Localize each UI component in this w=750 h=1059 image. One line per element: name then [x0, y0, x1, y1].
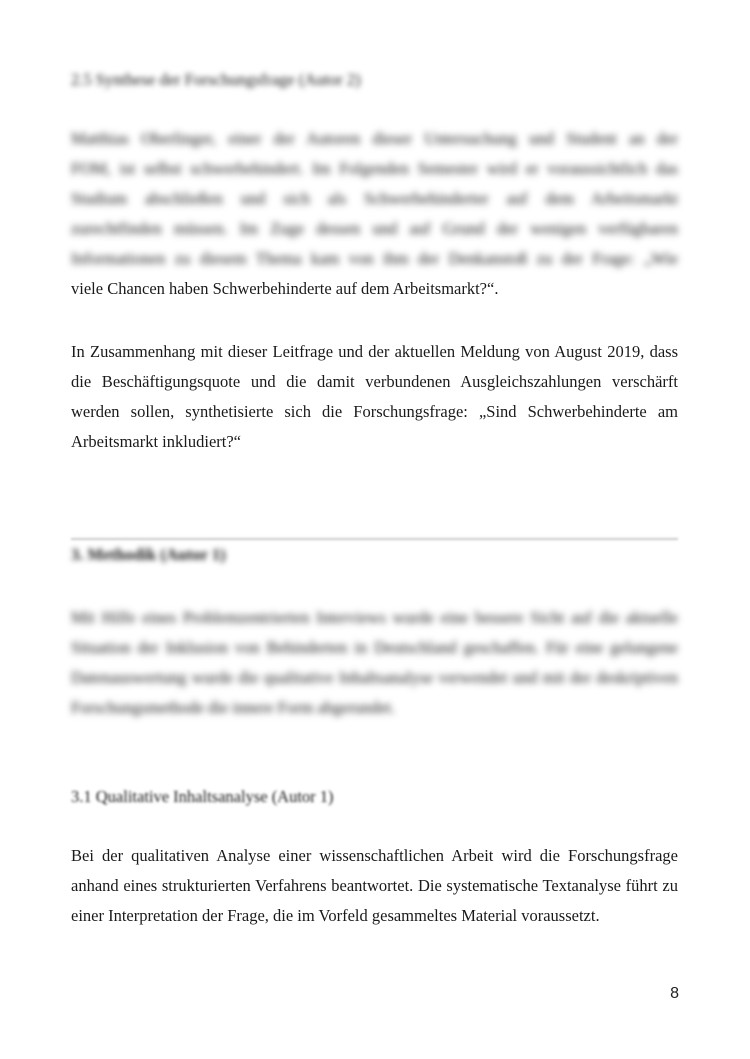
text-line: zurechtfinden müssen. Im Zuge dessen und auf Grund der wenigen verfügbaren — [71, 219, 678, 238]
text-line: Matthias Oberlinger, einer der Autoren dieser Untersuchung und Student an der — [71, 129, 678, 148]
text-line: FOM, ist selbst schwerbehindert. Im Folgenden Semester wird er voraussichtlich das — [71, 159, 678, 178]
text-line: Studium abschließen und sich als Schwerbehinderter auf dem Arbeitsmarkt — [71, 189, 678, 208]
text-line-clear: viele Chancen haben Schwerbehinderte auf dem Arbeitsmarkt?“. — [71, 279, 499, 298]
section-2-5-heading: 2.5 Synthese der Forschungsfrage (Autor 2) — [71, 70, 361, 89]
section-3-1-paragraph: Bei der qualitativen Analyse einer wissenschaftlichen Arbeit wird die Forschungsfrage anhand eines strukturierten Verfahrens beantwortet. Die systematische Textanalyse führt zu einer Interpretation der Frage, die im Vorfeld gesammeltes Material voraussetzt. — [71, 846, 678, 925]
section-divider — [71, 538, 678, 540]
page-number: 8 — [670, 985, 679, 1002]
section-2-5-paragraph-2: In Zusammenhang mit dieser Leitfrage und der aktuellen Meldung von August 2019, dass die Beschäftigungsquote und die damit verbundenen Ausgleichszahlungen verschärft werden sollen, synthetisierte sich die Forschungsfrage: „Sind Schwerbehinderte am Arbeitsmarkt inkludiert?“ — [71, 342, 678, 451]
section-2-5-paragraph-1 — [71, 124, 678, 304]
text-line: Informationen zu diesem Thema kam von ihm der Denkanstoß zu der Frage: „Wie — [71, 249, 678, 268]
section-3-paragraph: Mit Hilfe eines Problemzentrierten Interviews wurde eine bessere Sicht auf die aktuelle Situation der Inklusion von Behinderten in Deutschland geschaffen. Für eine gelungene Datenauswertung wurde die qualitative Inhaltsanalyse verwendet und mit der deskriptiven Forschungsmethode die innere Form abgerundet. — [71, 608, 678, 717]
section-3-heading: 3. Methodik (Autor 1) — [71, 545, 226, 564]
section-3-1-heading: 3.1 Qualitative Inhaltsanalyse (Autor 1) — [71, 787, 334, 806]
blurred-lines — [71, 124, 678, 274]
